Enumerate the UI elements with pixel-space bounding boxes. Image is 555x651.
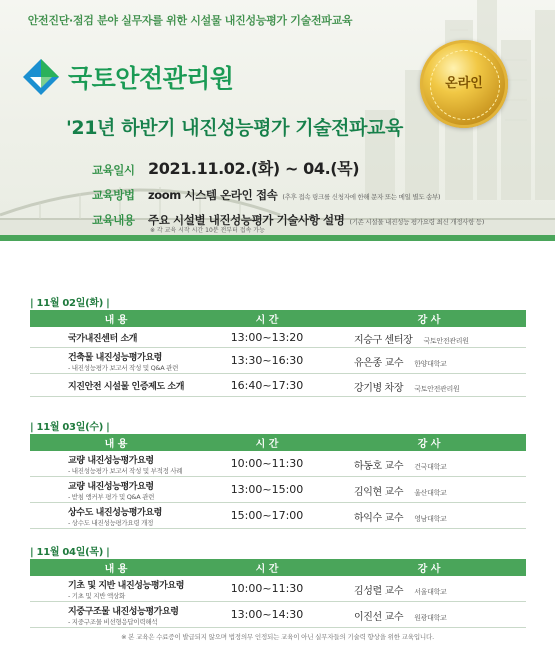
info-label: 교육내용: [92, 213, 135, 227]
info-note: (기존 시설물 내진성능 평가요령 최신 개정사항 등): [349, 218, 485, 226]
info-value: zoom 시스템 온라인 접속: [148, 188, 278, 202]
time-cell: 10:00~11:30: [230, 582, 304, 595]
time-cell: 13:00~14:30: [230, 608, 304, 621]
header-time: 시 간: [255, 439, 279, 450]
org-logo: [22, 58, 234, 96]
lecturer-cell: [332, 328, 526, 347]
table-row: [30, 576, 526, 602]
table-header: [30, 434, 526, 451]
lecturer-affiliation: 영남대학교: [414, 515, 447, 523]
footer-note: ※ 본 교육은 수료증이 발급되지 않으며 법정의무 인정되는 교육이 아닌 실무자들의 기술력 향상을 위한 교육입니다.: [121, 633, 434, 641]
org-name: 국토안전관리원: [68, 64, 234, 93]
lecturer-cell: [332, 351, 526, 370]
lecturer-affiliation: 서울대학교: [414, 588, 447, 596]
logo-mark-icon: [22, 58, 60, 96]
course-cell: [30, 350, 202, 372]
table-row: [30, 451, 526, 477]
table-row: [30, 327, 526, 348]
lecturer-name: 김익현 교수: [354, 487, 404, 498]
header-banner: [0, 0, 555, 238]
lecturer-name: 지승구 센터장: [354, 334, 413, 346]
lecturer-cell: [332, 579, 526, 598]
table-header: [30, 310, 526, 327]
lecturer-cell: [332, 454, 526, 473]
lecturer-affiliation: 건국대학교: [414, 463, 447, 471]
course-cell: [30, 578, 202, 600]
online-seal: [420, 40, 508, 128]
table-row: [30, 602, 526, 628]
course-name: 상수도 내진성능평가요령: [68, 507, 162, 518]
course-cell: [30, 505, 202, 527]
lecturer-affiliation: 원광대학교: [414, 614, 447, 622]
lecturer-affiliation: 국토안전관리원: [414, 384, 460, 393]
info-method: [92, 187, 440, 203]
course-name: 국가내진센터 소개: [68, 333, 138, 344]
info-date: [92, 156, 359, 179]
time-cell: 13:30~16:30: [230, 354, 304, 367]
header-lecturer: 강 사: [417, 315, 441, 326]
schedule-table-day1: [30, 310, 526, 397]
lecturer-name: 이진선 교수: [354, 612, 404, 623]
table-row: [30, 477, 526, 503]
schedule-table-day3: [30, 559, 526, 628]
time-cell: 10:00~11:30: [230, 457, 304, 470]
lecturer-cell: [332, 376, 526, 395]
header-content: 내 용: [104, 564, 128, 575]
bridge-background: [0, 175, 555, 238]
header-content: 내 용: [104, 439, 128, 450]
tagline: 안전진단·점검 분야 실무자를 위한 시설물 내진성능평가 기술전파교육: [27, 14, 353, 27]
day-title: | 11월 02일(화) |: [30, 298, 110, 309]
course-detail: - 내진성능평가 보고서 작성 및 부적정 사례: [68, 466, 183, 475]
lecturer-name: 유은종 교수: [354, 358, 404, 369]
course-cell: [30, 479, 202, 501]
lecturer-affiliation: 울산대학교: [414, 489, 447, 497]
course-detail: - 상수도 내진성능평가요령 개정: [68, 518, 154, 527]
info-label: 교육방법: [92, 188, 135, 202]
lecturer-affiliation: 국토안전관리원: [423, 336, 469, 345]
page-title: '21년 하반기 내진성능평가 기술전파교육: [66, 117, 403, 139]
course-detail: - 받침 앵커부 평가 및 Q&A 관련: [68, 492, 155, 501]
course-name: 교량 내진성능평가요령: [68, 481, 154, 492]
time-cell: 13:00~15:00: [230, 483, 304, 496]
seal-label: 온라인: [445, 76, 483, 91]
course-detail: - 기초 및 지반 액상화: [68, 591, 125, 600]
lecturer-cell: [332, 506, 526, 525]
day-title: | 11월 04일(목) |: [30, 547, 110, 558]
header-divider: [0, 235, 555, 241]
day-title: | 11월 03일(수) |: [30, 422, 110, 433]
time-cell: 15:00~17:00: [230, 509, 304, 522]
lecturer-name: 김성렬 교수: [354, 586, 404, 597]
info-value: 2021.11.02.(화) ~ 04.(목): [148, 159, 360, 178]
info-note: (추후 접속 링크를 신청자에 한해 문자 또는 메일 별도 송부): [282, 193, 441, 201]
header-lecturer: 강 사: [417, 564, 441, 575]
course-name: 교량 내진성능평가요령: [68, 455, 154, 466]
course-name: 지중구조물 내진성능평가요령: [68, 606, 179, 617]
header-content: 내 용: [104, 315, 128, 326]
lecturer-cell: [332, 480, 526, 499]
lecturer-cell: [332, 605, 526, 624]
table-header: [30, 559, 526, 576]
header-time: 시 간: [255, 315, 279, 326]
table-row: [30, 503, 526, 529]
access-note: ※ 각 교육 시작 시간 10분 전부터 접속 가능: [150, 227, 265, 234]
schedule-table-day2: [30, 434, 526, 529]
info-label: 교육일시: [92, 163, 135, 177]
lecturer-name: 하익수 교수: [354, 513, 404, 524]
course-name: 지진안전 시설물 인증제도 소개: [68, 381, 185, 392]
course-name: 기초 및 지반 내진성능평가요령: [68, 580, 185, 591]
table-row: [30, 374, 526, 397]
course-cell: [30, 331, 202, 344]
time-cell: 16:40~17:30: [230, 378, 304, 392]
course-cell: [30, 453, 202, 475]
time-cell: 13:00~13:20: [230, 330, 304, 344]
info-value: 주요 시설별 내진성능평가 기술사항 설명: [148, 213, 345, 227]
header-time: 시 간: [255, 564, 279, 575]
course-name: 건축물 내진성능평가요령: [68, 352, 162, 363]
lecturer-name: 강기병 차장: [354, 382, 404, 394]
table-row: [30, 348, 526, 374]
lecturer-affiliation: 한양대학교: [414, 360, 447, 368]
course-detail: - 내진성능평가 보고서 작성 및 Q&A 관련: [68, 363, 179, 372]
course-cell: [30, 379, 202, 392]
lecturer-name: 하동호 교수: [354, 461, 404, 472]
course-detail: - 지중구조물 비선형응답이력해석: [68, 617, 158, 626]
course-cell: [30, 604, 202, 626]
header-lecturer: 강 사: [417, 439, 441, 450]
